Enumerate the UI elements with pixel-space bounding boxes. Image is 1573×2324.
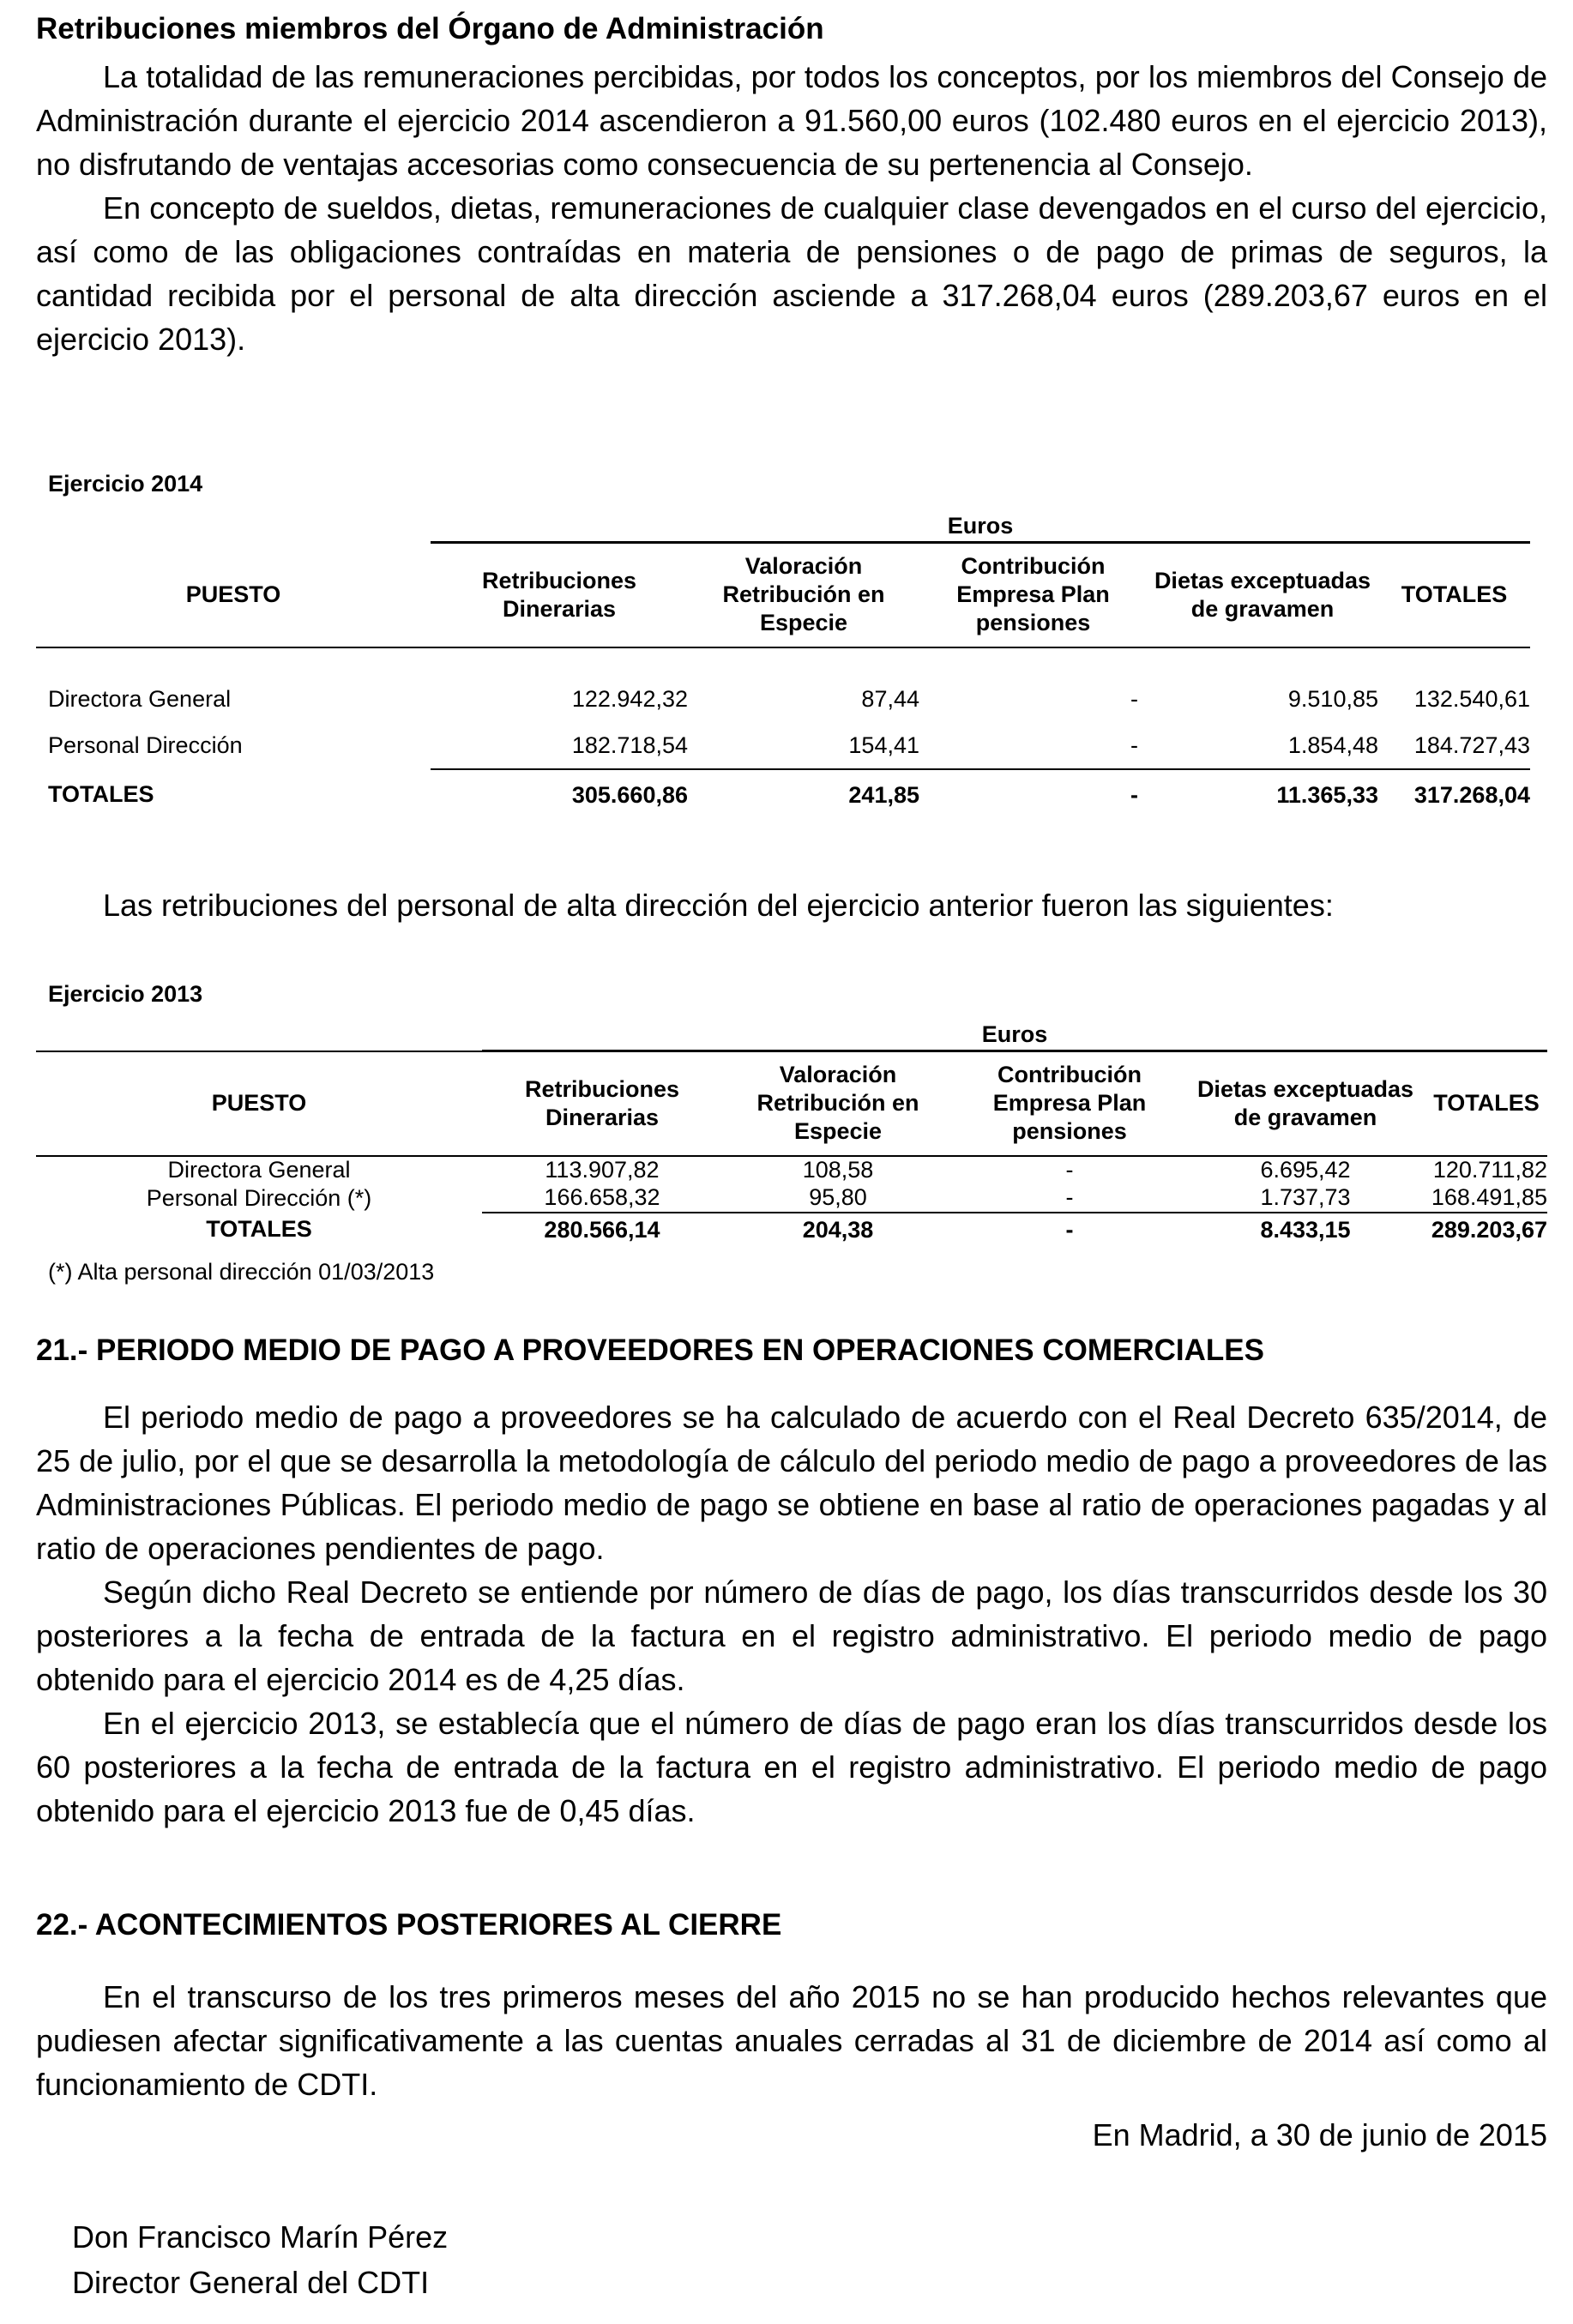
section-21-heading: 21.- PERIODO MEDIO DE PAGO A PROVEEDORES EN OPERACIONES COMERCIALES: [36, 1334, 1264, 1367]
section-22-heading: 22.- ACONTECIMIENTOS POSTERIORES AL CIERRE: [36, 1908, 782, 1942]
table-2013-euros-header: Euros: [482, 1019, 1547, 1051]
retribuciones-paragraph-2: En concepto de sueldos, dietas, remuneraciones de cualquier clase devengados en el curso del ejercicio, así como de las obligaciones contraídas en materia de pensiones o de pago de primas de seguros, la cantidad recibida por el personal de alta dirección asciende a 317.268,04 euros (289.203,67 euros en el ejercicio 2013).: [36, 190, 1547, 357]
signatory-name: Don Francisco Marín Pérez: [72, 2219, 449, 2255]
retribuciones-paragraph-1: La totalidad de las remuneraciones percibidas, por todos los conceptos, por los miembros del Consejo de Administración durante el ejercicio 2014 ascendieron a 91.560,00 euros (102.480 euros en el ejercicio 2013), no disfrutando de ventajas accesorias como consecuencia de su pertenencia al Consejo.: [36, 59, 1547, 182]
signature-block: [72, 2214, 448, 2305]
table-row: Personal Dirección 182.718,54 154,41 - 1.854,48 184.727,43: [36, 723, 1530, 769]
table-2014-header-puesto: PUESTO: [185, 581, 281, 607]
table-2013-header-plan-pensiones: Contribución Empresa Plan pensiones: [992, 1062, 1147, 1145]
table-2013-header-especie: Valoración Retribución en Especie: [756, 1062, 919, 1145]
section-21-paragraph-2: Según dicho Real Decreto se entiende por número de días de pago, los días transcurridos desde los 30 posteriores a la fecha de entrada de la factura en el registro administrativo. El periodo medio de pago obtenido para el ejercicio 2014 es de 4,25 días.: [36, 1574, 1547, 1697]
section-21-paragraph-3: En el ejercicio 2013, se establecía que el número de días de pago eran los días transcurridos desde los 60 posteriores a la fecha de entrada de la factura en el registro administrativo. El periodo medio de pago obtenido para el ejercicio 2013 fue de 0,45 días.: [36, 1706, 1547, 1828]
table-2014-header-dinerarias: Retribuciones Dinerarias: [481, 567, 637, 622]
place-date: En Madrid, a 30 de junio de 2015: [1092, 2117, 1547, 2152]
table-2014-caption: Ejercicio 2014: [48, 471, 203, 497]
table-2014-header-plan-pensiones: Contribución Empresa Plan pensiones: [956, 553, 1110, 636]
table-row: Directora General 113.907,82 108,58 - 6.695,42 120.711,82: [167, 1157, 1547, 1183]
section-21: [36, 1334, 1547, 1833]
table-row: Personal Dirección (*) 166.658,32 95,80 - 1.737,73 168.491,85: [146, 1184, 1547, 1211]
table-2014: [36, 510, 1530, 821]
signatory-title: Director General del CDTI: [72, 2265, 430, 2300]
table-2013-note: (*) Alta personal dirección 01/03/2013: [48, 1259, 435, 1285]
table-2013: [36, 1019, 1547, 1247]
table-2014-header-especie: Valoración Retribución en Especie: [722, 553, 885, 636]
table-row: Directora General 122.942,32 87,44 - 9.510,85 132.540,61: [48, 686, 1530, 712]
table-2013-caption: Ejercicio 2013: [48, 981, 203, 1007]
previous-year-intro: Las retribuciones del personal de alta dirección del ejercicio anterior fueron las siguientes:: [103, 888, 1334, 923]
table-2014-header-dietas: Dietas exceptuadas de gravamen: [1154, 567, 1371, 622]
table-2013-header-totales: TOTALES: [1433, 1090, 1540, 1117]
section-22: [36, 1908, 1547, 2157]
table-2013-header-puesto: PUESTO: [36, 1051, 482, 1156]
retribuciones-heading: Retribuciones miembros del Órgano de Administración: [36, 12, 824, 45]
table-2014-header-totales: TOTALES: [1401, 581, 1508, 608]
section-21-paragraph-1: El periodo medio de pago a proveedores se ha calculado de acuerdo con el Real Decreto 635/2014, de 25 de julio, por el que se desarrolla la metodología de cálculo del periodo medio de pago a proveedores de las Administraciones Públicas. El periodo medio de pago se obtiene en base al ratio de operaciones pagadas y al ratio de operaciones pendientes de pago.: [36, 1400, 1547, 1566]
retribuciones-section: [36, 12, 1547, 361]
table-2014-euros-header: Euros: [431, 510, 1530, 543]
table-2014-totals-row: TOTALES 305.660,86 241,85 - 11.365,33 317.268,04: [48, 781, 1530, 808]
table-2013-header-dinerarias: Retribuciones Dinerarias: [524, 1075, 680, 1130]
table-2013-header-dietas: Dietas exceptuadas de gravamen: [1196, 1075, 1414, 1130]
section-22-paragraph-1: En el transcurso de los tres primeros meses del año 2015 no se han producido hechos relevantes que pudiesen afectar significativamente a las cuentas anuales cerradas al 31 de diciembre de 2014 así como al funcionamiento de CDTI.: [36, 1979, 1547, 2102]
table-2013-totals-row: TOTALES 280.566,14 204,38 - 8.433,15 289.203,67: [206, 1216, 1547, 1243]
